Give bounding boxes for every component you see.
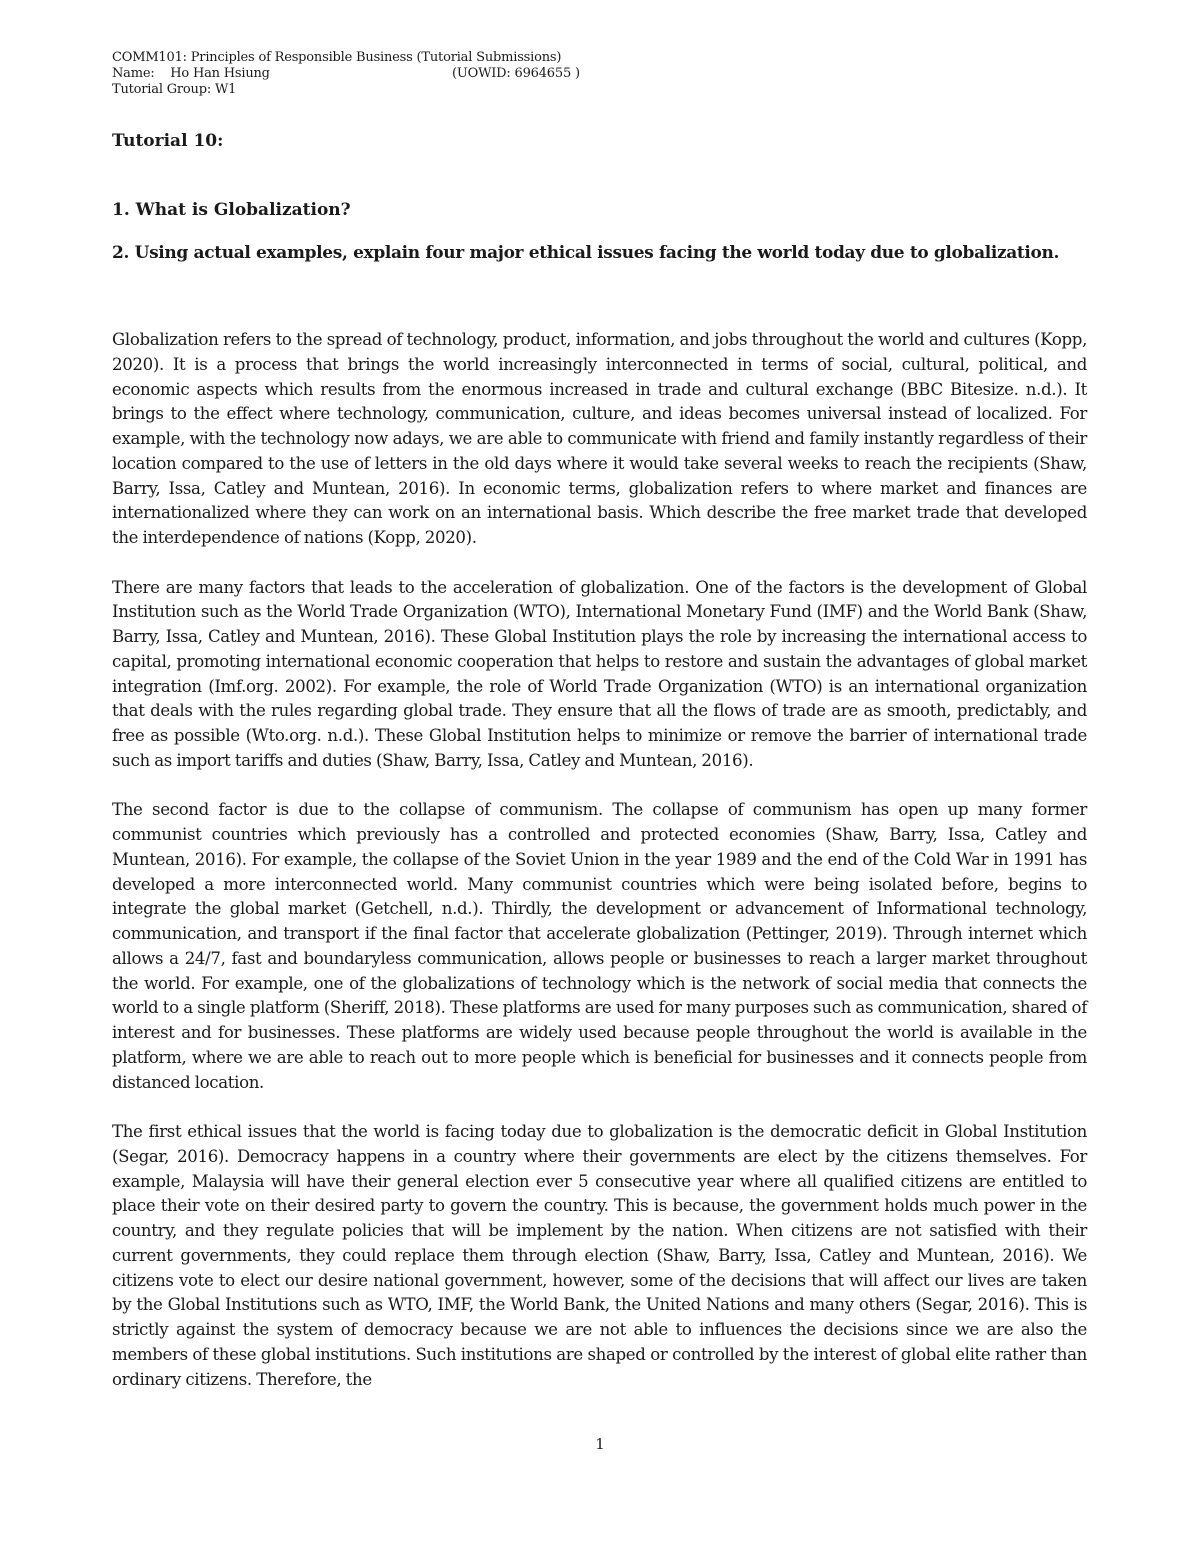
name-label: Name: [112,66,155,81]
question-2: 2. Using actual examples, explain four major ethical issues facing the world today due to globalization. [112,243,1060,263]
tutorial-group: Tutorial Group: W1 [112,82,237,97]
student-name: Ho Han Hsiung [170,66,270,81]
paragraph: There are many factors that leads to the acceleration of globalization. One of the factors is the development of Global Institution such as the World Trade Organization (WTO), International Monetary Fund (IMF) and the World Bank (Shaw, Barry, Issa, Catley and Muntean, 2016). These Global Institution plays the role by increasing the international access to capital, promoting international economic cooperation that helps to restore and sustain the advantages of global market integration (Imf.org. 2002). For example, the role of World Trade Organization (WTO) is an international organization that deals with the rules regarding global trade. They ensure that all the flows of trade are as smooth, predictably, and free as possible (Wto.org. n.d.). These Global Institution helps to minimize or remove the barrier of international trade such as import tariffs and duties (Shaw, Barry, Issa, Catley and Muntean, 2016). [112,577,1087,770]
paragraph: Globalization refers to the spread of technology, product, information, and jobs throughout the world and cultures (Kopp, 2020). It is a process that brings the world increasingly interconnected in terms of social, cultural, political, and economic aspects which results from the enormous increased in trade and cultural exchange (BBC Bitesize. n.d.). It brings to the effect where technology, communication, culture, and ideas becomes universal instead of localized. For example, with the technology now adays, we are able to communicate with friend and family instantly regardless of their location compared to the use of letters in the old days where it would take several weeks to reach the recipients (Shaw, Barry, Issa, Catley and Muntean, 2016). In economic terms, globalization refers to where market and finances are internationalized where they can work on an international basis. Which describe the free market trade that developed the interdependence of nations (Kopp, 2020). [112,330,1087,547]
tutorial-title: Tutorial 10: [112,131,224,151]
paragraph: The first ethical issues that the world is facing today due to globalization is the democratic deficit in Global Institution (Segar, 2016). Democracy happens in a country where their governments are elect by the citizens themselves. For example, Malaysia will have their general election ever 5 consecutive year where all qualified citizens are entitled to place their vote on their desired party to govern the country. This is because, the government holds much power in the country, and they regulate policies that will be implement by the nation. When citizens are not satisfied with their current governments, they could replace them through election (Shaw, Barry, Issa, Catley and Muntean, 2016). We citizens vote to elect our desire national government, however, some of the decisions that will affect our lives are taken by the Global Institutions such as WTO, IMF, the World Bank, the United Nations and many others (Segar, 2016). This is strictly against the system of democracy because we are not able to influences the decisions since we are also the members of these global institutions. Such institutions are shaped or controlled by the interest of global elite rather than ordinary citizens. Therefore, the [112,1122,1087,1389]
question-1: 1. What is Globalization? [112,200,351,220]
course-line: COMM101: Principles of Responsible Business (Tutorial Submissions) [112,50,562,65]
student-id: (UOWID: 6964655 ) [452,66,580,81]
body-text [112,328,1087,1392]
document-header [112,50,632,98]
paragraph: The second factor is due to the collapse of communism. The collapse of communism has open up many former communist countries which previously has a controlled and protected economies (Shaw, Barry, Issa, Catley and Muntean, 2016). For example, the collapse of the Soviet Union in the year 1989 and the end of the Cold War in 1991 has developed a more interconnected world. Many communist countries which were being isolated before, begins to integrate the global market (Getchell, n.d.). Thirdly, the development or advancement of Informational technology, communication, and transport if the final factor that accelerate globalization (Pettinger, 2019). Through internet which allows a 24/7, fast and boundaryless communication, allows people or businesses to reach a larger market throughout the world. For example, one of the globalizations of technology which is the network of social media that connects the world to a single platform (Sheriff, 2018). These platforms are used for many purposes such as communication, shared of interest and for businesses. These platforms are widely used because people throughout the world is available in the platform, where we are able to reach out to more people which is beneficial for businesses and it connects people from distanced location. [112,800,1087,1092]
name-line [112,66,632,82]
page-number: 1 [595,1435,605,1453]
